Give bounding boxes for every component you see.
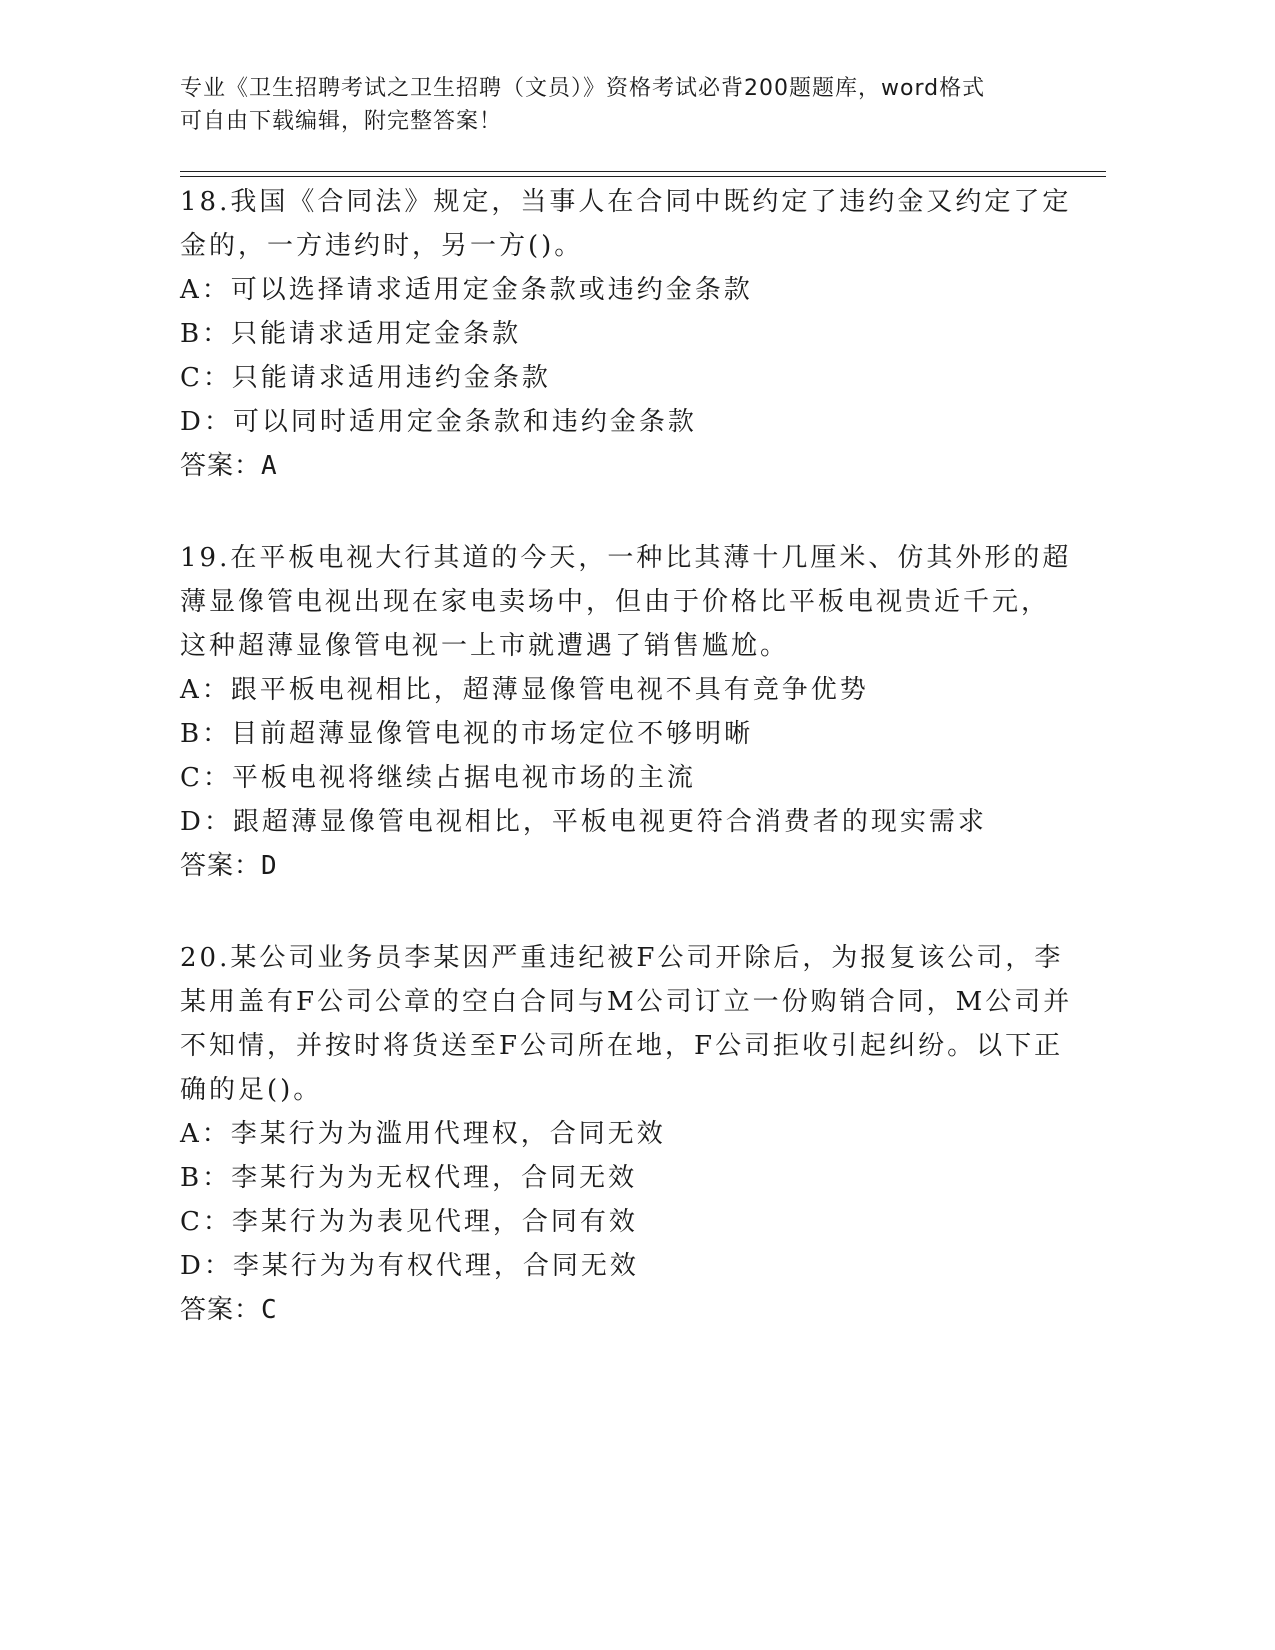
answer-label: 答案： <box>180 851 262 881</box>
option-b: B：只能请求适用定金条款 <box>180 319 522 349</box>
header-line-2: 可自由下载编辑，附完整答案！ <box>180 109 503 134</box>
option-a: A：跟平板电视相比，超薄显像管电视不具有竞争优势 <box>180 675 869 705</box>
question-text-line: 20.某公司业务员李某因严重违纪被F公司开除后，为报复该公司，李 <box>180 943 1064 973</box>
option-c: C：李某行为为表见代理，合同有效 <box>180 1207 638 1237</box>
option-b: B：李某行为为无权代理，合同无效 <box>180 1163 638 1193</box>
option-a: A：可以选择请求适用定金条款或违约金条款 <box>180 275 753 305</box>
question-text-line: 薄显像管电视出现在家电卖场中，但由于价格比平板电视贵近千元， <box>180 587 1051 617</box>
answer-value: D <box>261 851 278 881</box>
option-a: A：李某行为为滥用代理权，合同无效 <box>180 1119 666 1149</box>
header-rule-top <box>180 171 1106 172</box>
option-b: B：目前超薄显像管电视的市场定位不够明晰 <box>180 719 754 749</box>
answer-line <box>180 844 1080 888</box>
answer-label: 答案： <box>180 451 262 481</box>
answer-line <box>180 444 1080 488</box>
question-text-line: 18.我国《合同法》规定，当事人在合同中既约定了违约金又约定了定 <box>180 187 1072 217</box>
option-d: D：跟超薄显像管电视相比，平板电视更符合消费者的现实需求 <box>180 807 987 837</box>
question-text-line: 不知情，并按时将货送至F公司所在地，F公司拒收引起纠纷。以下正 <box>180 1031 1064 1061</box>
option-d: D：可以同时适用定金条款和违约金条款 <box>180 407 697 437</box>
question-text-line: 金的，一方违约时，另一方()。 <box>180 231 584 261</box>
question-text-line: 19.在平板电视大行其道的今天，一种比其薄十几厘米、仿其外形的超 <box>180 543 1072 573</box>
header-line-1: 专业《卫生招聘考试之卫生招聘（文员）》资格考试必背200题题库，word格式 <box>180 76 986 101</box>
question-list <box>180 180 1080 1332</box>
question-text-line: 这种超薄显像管电视一上市就遭遇了销售尴尬。 <box>180 631 790 661</box>
question-20 <box>180 936 1080 1332</box>
question-text-line: 某用盖有F公司公章的空白合同与M公司订立一份购销合同，M公司并 <box>180 987 1073 1017</box>
option-d: D：李某行为为有权代理，合同无效 <box>180 1251 639 1281</box>
option-c: C：只能请求适用违约金条款 <box>180 363 551 393</box>
answer-value: C <box>261 1295 278 1325</box>
document-header <box>180 72 1080 138</box>
option-c: C：平板电视将继续占据电视市场的主流 <box>180 763 696 793</box>
header-rule-bottom <box>180 176 1106 177</box>
question-18 <box>180 180 1080 488</box>
answer-line <box>180 1288 1080 1332</box>
answer-value: A <box>261 451 278 481</box>
question-text-line: 确的足()。 <box>180 1075 323 1105</box>
question-19 <box>180 536 1080 888</box>
answer-label: 答案： <box>180 1295 262 1325</box>
